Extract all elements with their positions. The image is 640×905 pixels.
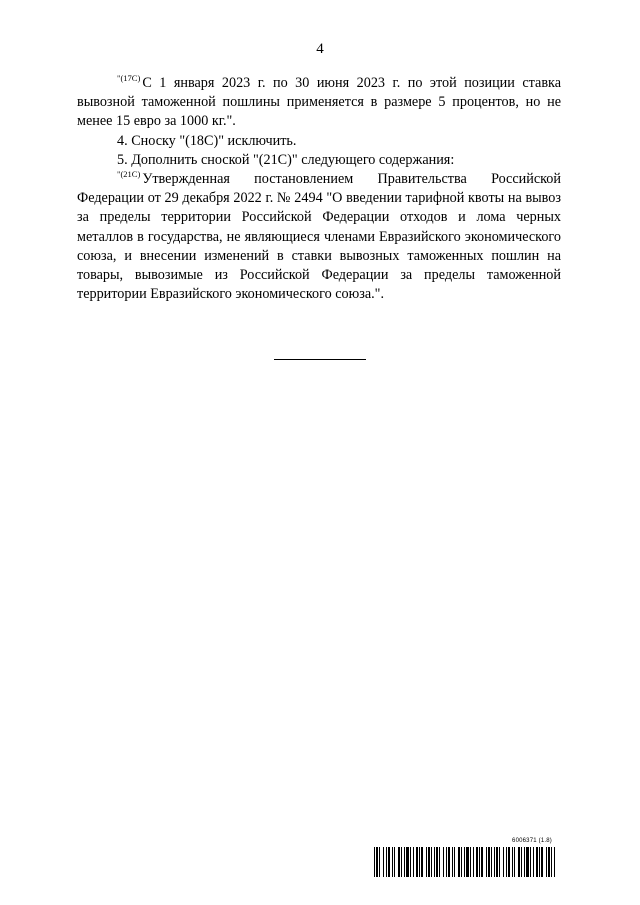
paragraph-item-5: 5. Дополнить сноской "(21С)" следующего содержания:: [117, 151, 455, 168]
barcode-caption: 6006371 (1.8): [512, 838, 552, 844]
footnote-mark-17c: "(17С): [117, 73, 141, 83]
footnote-mark-21c: "(21С): [117, 169, 141, 180]
paragraph-21c-text: Утвержденная постановлением Правительства Российской Федерации от 29 декабря 2022 г. № 2494 "О введении тарифной квоты на вывоз за пределы территории Российской Федерации отходов и лома черных металлов в государства, не являющиеся членами Евразийского экономического союза, и внесении изменений в ставки вывозных таможенных пошлин на товары, вывозимые из Российской Федерации за пределы таможенной территории Евразийского экономического союза.".: [77, 171, 561, 303]
paragraph-21c-footnote: [77, 170, 561, 304]
page-number: 4: [316, 41, 324, 57]
paragraph-17c-footnote: [77, 74, 561, 132]
end-separator-line: [274, 359, 366, 360]
paragraph-17c-text: С 1 января 2023 г. по 30 июня 2023 г. по этой позиции ставка вывозной таможенной пошлины применяется в размере 5 процентов, но не менее 15 евро за 1000 кг.".: [77, 75, 561, 130]
document-body: [77, 74, 561, 304]
paragraph-item-4: 4. Сноску "(18С)" исключить.: [117, 132, 297, 149]
barcode-image: [374, 847, 556, 877]
